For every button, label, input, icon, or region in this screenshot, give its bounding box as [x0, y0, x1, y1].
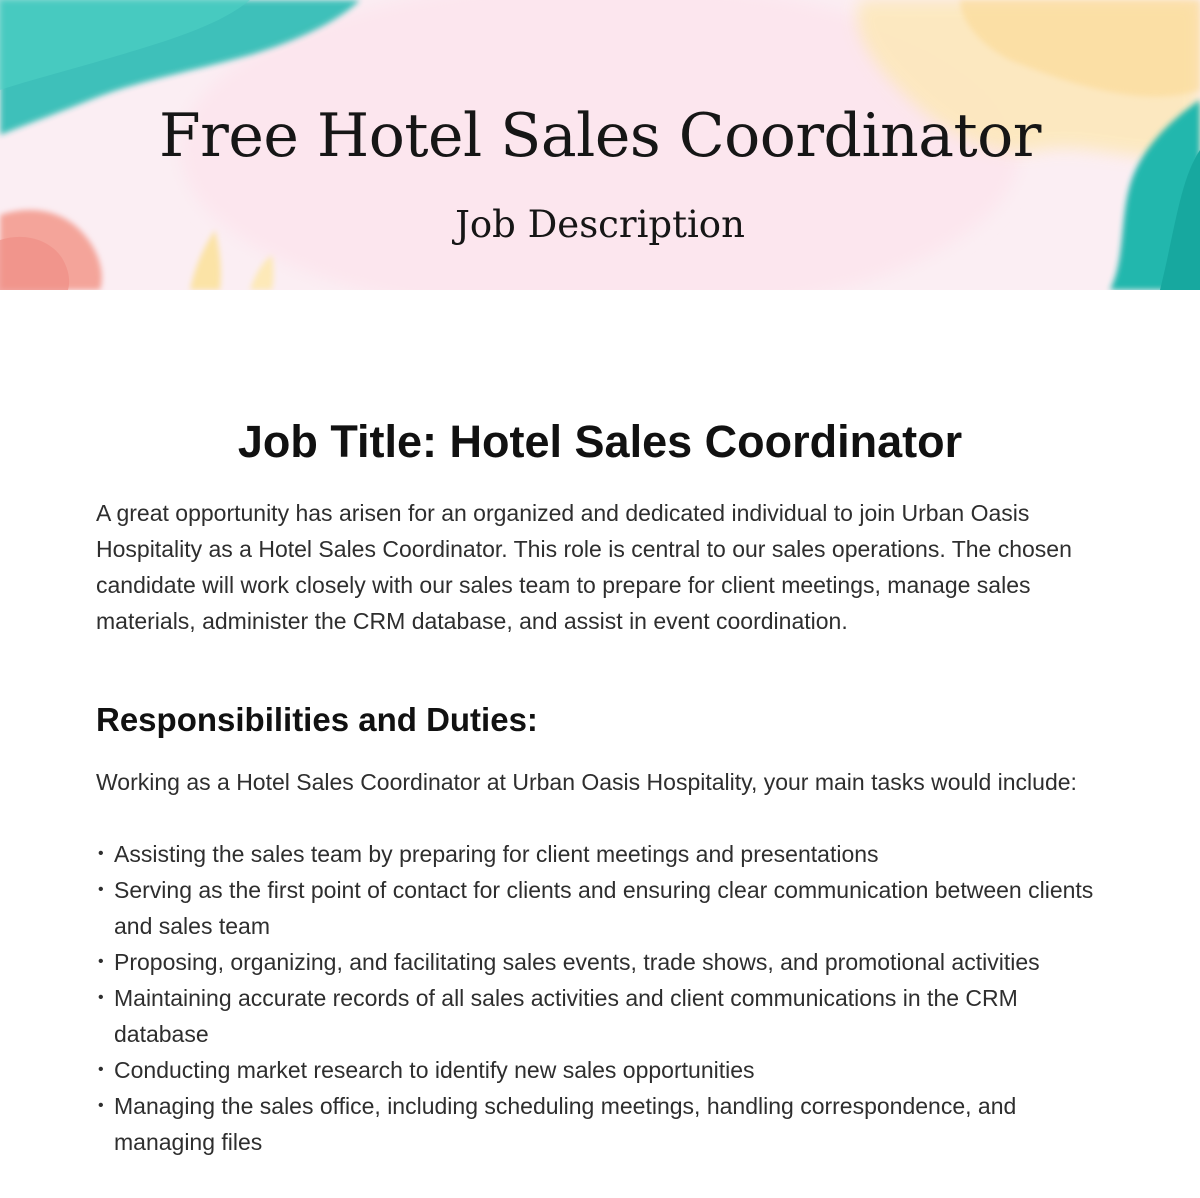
bullet-icon: •: [98, 881, 104, 898]
bullet-icon: •: [98, 989, 104, 1006]
list-item: [96, 872, 1096, 944]
bullet-icon: •: [98, 953, 104, 970]
responsibilities-intro: Working as a Hotel Sales Coordinator at Urban Oasis Hospitality, your main tasks would include:: [96, 769, 1077, 795]
responsibilities-heading: Responsibilities and Duties:: [96, 701, 538, 738]
bullet-icon: •: [98, 1097, 104, 1114]
list-item-text: Conducting market research to identify new sales opportunities: [114, 1057, 755, 1083]
bullet-icon: •: [98, 845, 104, 862]
list-item-text: Maintaining accurate records of all sales activities and client communications in the CRM database: [114, 985, 1018, 1047]
banner-subtitle: Job Description: [455, 203, 745, 246]
banner-title: Free Hotel Sales Coordinator: [159, 101, 1041, 171]
list-item: [96, 944, 1096, 980]
list-item-text: Serving as the first point of contact for clients and ensuring clear communication between clients and sales team: [114, 877, 1094, 939]
list-item-text: Managing the sales office, including scheduling meetings, handling correspondence, and managing files: [114, 1093, 1017, 1155]
header-banner: [0, 0, 1200, 290]
bullet-icon: •: [98, 1061, 104, 1078]
intro-paragraph: A great opportunity has arisen for an organized and dedicated individual to join Urban Oasis Hospitality as a Hotel Sales Coordinator. This role is central to our sales operations. The chosen candidate will work closely with our sales team to prepare for client meetings, manage sales materials, administer the CRM database, and assist in event coordination.: [96, 500, 1072, 634]
list-item: [96, 1088, 1096, 1160]
job-title: Job Title: Hotel Sales Coordinator: [237, 416, 963, 467]
list-item: [96, 836, 1096, 872]
list-item-text: Assisting the sales team by preparing for client meetings and presentations: [114, 841, 879, 867]
responsibilities-list: [96, 836, 1096, 1160]
list-item: [96, 1052, 1096, 1088]
list-item: [96, 980, 1096, 1052]
list-item-text: Proposing, organizing, and facilitating sales events, trade shows, and promotional activities: [114, 949, 1040, 975]
